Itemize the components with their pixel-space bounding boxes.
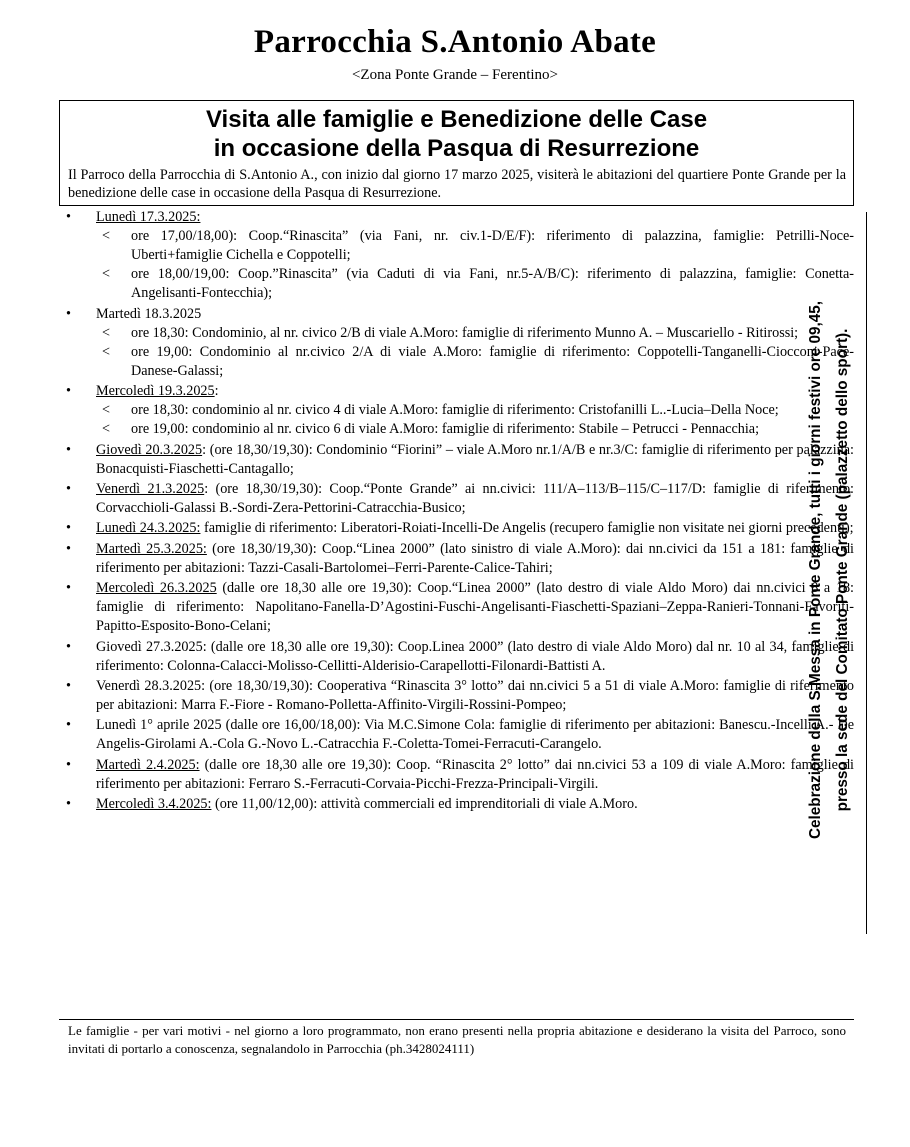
time-slot-list	[96, 324, 854, 381]
time-slot-list	[96, 227, 854, 303]
schedule-details: (ore 11,00/12,00): attività commerciali ed imprenditoriali di viale A.Moro.	[211, 796, 638, 813]
time-slot-item	[96, 324, 854, 343]
mass-schedule-note	[802, 215, 856, 925]
notice-heading-line-1: Visita alle famiglie e Benedizione delle Case	[205, 106, 708, 133]
time-slot-text: ore 18,30: condominio al nr. civico 4 di viale A.Moro: famiglie di riferimento: Cristofanilli L..-Lucia–Della Noce;	[131, 402, 779, 419]
schedule-details: (dalle ore 18,30 alle ore 19,30): Coop.“Linea 2000” (lato destro di viale Aldo Moro) dai nn.civici 8 a 18: famiglie di riferimento: Napolitano-Fanella-D’Agostini-Fuschi-Angelisanti-Fiaschetti-Spaziani–Zeppa-Ranieri-Tonnani-Favoriti-Papitto-Esposito-Bono-Celani;	[96, 580, 854, 635]
schedule-item	[64, 540, 854, 578]
notice-box	[59, 100, 854, 206]
intro-paragraph: Il Parroco della Parrocchia di S.Antonio A., con inizio dal giorno 17 marzo 2025, visiterà le abitazioni del quartiere Ponte Grande per la benedizione delle case in occasione della Pasqua di Resurrezione.	[68, 167, 846, 201]
schedule-day-label: Lunedì 24.3.2025:	[96, 520, 201, 537]
slot-marker-icon: <	[102, 402, 111, 419]
schedule-details: (dalle ore 16,00/18,00): Via M.C.Simone Cola: famiglie di riferimento per abitazioni: Banescu.-Incelli A.- De Angelis-Girolami A.-Cola G.-Novo L.-Catracchia F.-Coletta-Tomei-Ferracuti-Carangelo.	[96, 717, 854, 753]
schedule-item	[64, 519, 854, 538]
time-slot-item	[96, 343, 854, 381]
mass-schedule-note-line-1: Celebrazione della S.Messa in Ponte Grande, tutti i giorni festivi ore 09,45,	[807, 300, 824, 840]
side-divider	[866, 212, 867, 934]
schedule-day-label: Venerdì 21.3.2025	[96, 481, 205, 498]
bullet-icon: •	[66, 383, 71, 400]
schedule-details: (dalle ore 18,30 alle ore 19,30): Coop.Linea 2000” (lato destro di viale Aldo Moro) dal nr. 10 al 34, famiglie di riferimento: Colonna-Calacci-Molisso-Cellitti-Alderisio-Carapellotti-Filonardi-Battisti A.	[96, 638, 855, 674]
mass-schedule-note-line-2: presso la sede del Comitato Ponte Grande (palazzetto dello sport).	[834, 328, 851, 812]
page-title: Parrocchia S.Antonio Abate	[253, 24, 657, 60]
bullet-icon: •	[66, 305, 71, 322]
footer-note: Le famiglie - per vari motivi - nel giorno a loro programmato, non erano presenti nella propria abitazione e desiderano la visita del Parroco, sono invitati di portarlo a conoscenza, segnalandolo in Parrocchia (ph.3428024111)	[59, 1019, 854, 1057]
bullet-icon: •	[66, 520, 71, 537]
schedule-day-label: Mercoledì 26.3.2025	[96, 580, 217, 597]
schedule-details: : (ore 18,30/19,30): Coop.“Ponte Grande” ai nn.civici: 111/A–113/B–115/C–117/D: famiglie di riferimento: Corvacchioli-Galassi B.-Sordi-Zera-Pettorini-Catracchia-Busico;	[96, 481, 854, 517]
time-slot-item	[96, 265, 854, 303]
schedule-item	[64, 756, 854, 794]
schedule-item	[64, 382, 854, 439]
schedule-day-label: Giovedì 27.3.2025:	[96, 638, 207, 655]
bullet-icon: •	[66, 638, 71, 655]
bullet-icon: •	[66, 481, 71, 498]
schedule-item	[64, 480, 854, 518]
bullet-icon: •	[66, 756, 71, 773]
schedule-item	[64, 716, 854, 754]
time-slot-text: ore 19,00: condominio al nr. civico 6 di viale A.Moro: famiglie di riferimento: Stabile – Petrucci - Pennacchia;	[131, 421, 760, 438]
schedule-details: (dalle ore 18,30 alle ore 19,30): Coop. “Rinascita 2° lotto” dai nn.civici 53 a 109 di viale A.Moro: famiglie di riferimento per abitazioni: Ferraro S.-Ferracuti-Corvaia-Picchi-Frezza-Principali-Virgili.	[96, 756, 854, 792]
schedule-day-label: Mercoledì 3.4.2025:	[96, 796, 212, 813]
visit-schedule-list	[64, 208, 854, 815]
schedule-item	[64, 579, 854, 636]
schedule-details: famiglie di riferimento: Liberatori-Roiati-Incelli-De Angelis (recupero famiglie non visitate nei giorni precedenti);	[200, 520, 854, 537]
bullet-icon: •	[66, 540, 71, 557]
slot-marker-icon: <	[102, 343, 111, 360]
schedule-day-label: Giovedì 20.3.2025	[96, 441, 203, 458]
slot-marker-icon: <	[102, 421, 111, 438]
bullet-icon: •	[66, 580, 71, 597]
schedule-day-label: Martedì 18.3.2025	[96, 305, 202, 322]
schedule-details: : (ore 18,30/19,30): Condominio “Fiorini” – viale A.Moro nr.1/A/B e nr.3/C: famiglie di riferimento per palazzina: Bonacquisti-Fiaschetti-Cantagallo;	[96, 441, 854, 477]
schedule-day-label: Martedì 2.4.2025:	[96, 756, 200, 773]
bullet-icon: •	[66, 796, 71, 813]
time-slot-list	[96, 401, 854, 439]
time-slot-item	[96, 227, 854, 265]
slot-marker-icon: <	[102, 266, 111, 283]
schedule-day-label: Martedì 25.3.2025:	[96, 540, 207, 557]
slot-marker-icon: <	[102, 228, 111, 245]
page-subtitle: <Zona Ponte Grande – Ferentino>	[351, 67, 559, 83]
time-slot-text: ore 19,00: Condominio al nr.civico 2/A di viale A.Moro: famiglie di riferimento: Coppotelli-Tanganelli-Ciocconi-Pace-Danese-Galassi;	[131, 343, 854, 379]
schedule-day-label: Lunedì 1° aprile 2025	[96, 717, 222, 734]
time-slot-item	[96, 401, 854, 420]
bullet-icon: •	[66, 441, 71, 458]
time-slot-text: ore 18,30: Condominio, al nr. civico 2/B di viale A.Moro: famiglie di riferimento Munno A. – Muscariello - Ritirossi;	[131, 324, 799, 341]
time-slot-item	[96, 420, 854, 439]
schedule-day-label: Lunedì 17.3.2025:	[96, 209, 201, 225]
bullet-icon: •	[66, 677, 71, 694]
schedule-details: :	[214, 383, 219, 400]
schedule-item	[64, 795, 854, 814]
schedule-details: (ore 18,30/19,30): Cooperativa “Rinascita 3° lotto” dai nn.civici 5 a 51 di viale A.Moro: famiglie di riferimento per abitazioni: Marra F.-Fiore - Romano-Polletta-Affinito-Virgili-Rossini-Pompeo;	[96, 677, 854, 714]
schedule-day-label: Mercoledì 19.3.2025	[96, 383, 215, 400]
notice-heading-line-2: in occasione della Pasqua di Resurrezione	[213, 135, 700, 162]
time-slot-text: ore 17,00/18,00): Coop.“Rinascita” (via Fani, nr. civ.1-D/E/F): riferimento di palazzina, famiglie: Petrilli-Noce-Uberti+famiglie Cichella e Coppotelli;	[131, 228, 854, 264]
schedule-item	[64, 638, 854, 676]
schedule-day-label: Venerdì 28.3.2025:	[96, 677, 206, 694]
schedule-item	[64, 305, 854, 381]
schedule-item	[64, 441, 854, 479]
time-slot-text: ore 18,00/19,00: Coop.”Rinascita” (via Caduti di via Fani, nr.5-A/B/C): riferimento di palazzina, famiglie: Conetta-Angelisanti-Fontecchia);	[131, 266, 854, 302]
bullet-icon: •	[66, 209, 71, 225]
notice-heading	[60, 105, 853, 163]
schedule-item	[64, 677, 854, 715]
slot-marker-icon: <	[102, 324, 111, 341]
bullet-icon: •	[66, 717, 71, 734]
schedule-details: (ore 18,30/19,30): Coop.“Linea 2000” (lato sinistro di viale A.Moro): dai nn.civici da 151 a 181: famiglie di riferimento per abitazioni: Tazzi-Casali-Bartolomei–Ferri-Parente-Calice-Tahiri;	[96, 540, 854, 576]
schedule-item	[64, 208, 854, 303]
